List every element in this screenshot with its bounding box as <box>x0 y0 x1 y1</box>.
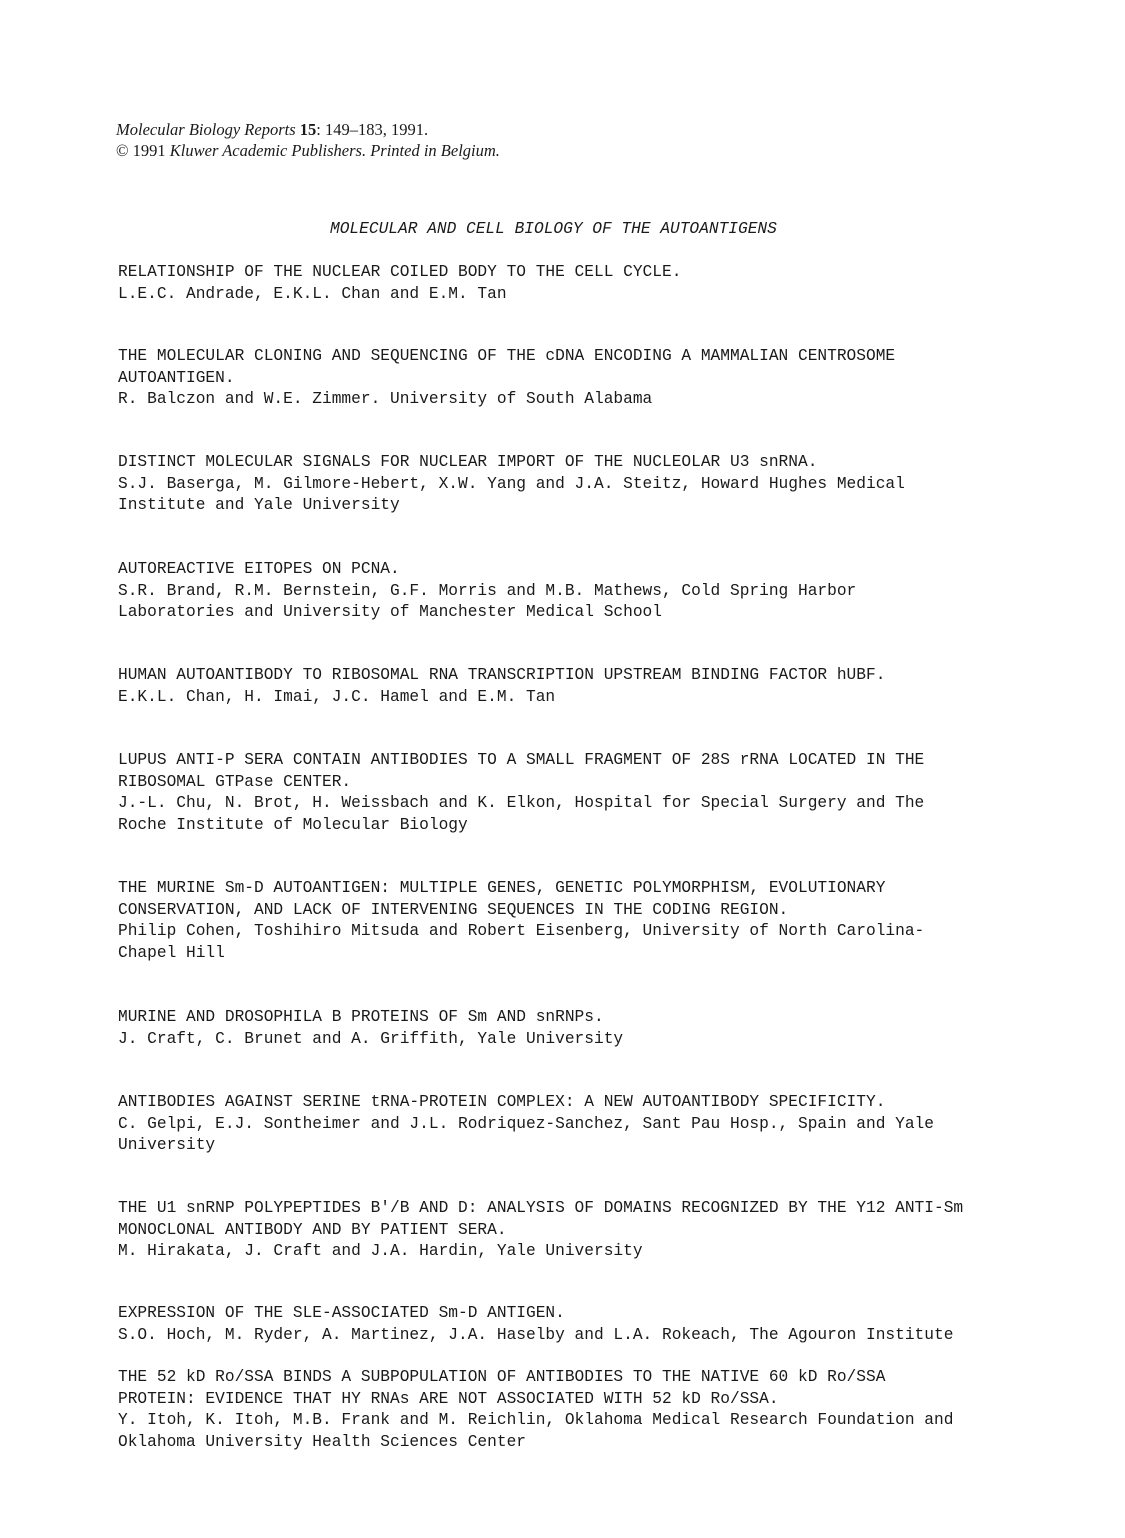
entry-title: RIBOSOMAL GTPase CENTER. <box>118 772 352 791</box>
abstract-entry <box>118 452 905 517</box>
entry-authors: S.R. Brand, R.M. Bernstein, G.F. Morris and M.B. Mathews, Cold Spring Harbor <box>118 581 857 600</box>
entry-title: LUPUS ANTI-P SERA CONTAIN ANTIBODIES TO A SMALL FRAGMENT OF 28S rRNA LOCATED IN THE <box>118 751 925 769</box>
abstract-entry <box>118 262 681 305</box>
copyright-line <box>116 140 500 161</box>
entry-authors: S.O. Hoch, M. Ryder, A. Martinez, J.A. Haselby and L.A. Rokeach, The Agouron Institute <box>118 1325 954 1344</box>
abstract-entry <box>118 1007 623 1050</box>
entry-authors: Institute and Yale University <box>118 496 400 514</box>
abstract-entry <box>118 1092 934 1157</box>
entry-authors: S.J. Baserga, M. Gilmore-Hebert, X.W. Yang and J.A. Steitz, Howard Hughes Medical <box>118 474 905 493</box>
abstract-entry <box>118 750 924 836</box>
journal-volume: 15 <box>299 120 317 139</box>
abstract-entry <box>118 1303 953 1346</box>
abstract-entry <box>118 346 895 411</box>
journal-header <box>116 119 500 161</box>
entry-title: DISTINCT MOLECULAR SIGNALS FOR NUCLEAR IMPORT OF THE NUCLEOLAR U3 snRNA. <box>118 453 818 471</box>
journal-pages-year: : 149–183, 1991. <box>316 120 429 139</box>
entry-title: AUTOREACTIVE EITOPES ON PCNA. <box>118 560 400 578</box>
entry-authors: L.E.C. Andrade, E.K.L. Chan and E.M. Tan <box>118 284 507 303</box>
section-title: MOLECULAR AND CELL BIOLOGY OF THE AUTOANTIGENS <box>330 220 777 238</box>
abstract-entry <box>118 1198 963 1263</box>
abstract-entry <box>118 559 856 624</box>
entry-authors: Laboratories and University of Manchester Medical School <box>118 603 662 621</box>
entry-title: THE 52 kD Ro/SSA BINDS A SUBPOPULATION OF ANTIBODIES TO THE NATIVE 60 kD Ro/SSA <box>118 1368 886 1386</box>
entry-title: THE MOLECULAR CLONING AND SEQUENCING OF THE cDNA ENCODING A MAMMALIAN CENTROSOME <box>118 347 896 365</box>
entry-authors: Chapel Hill <box>118 943 225 962</box>
entry-title: HUMAN AUTOANTIBODY TO RIBOSOMAL RNA TRANSCRIPTION UPSTREAM BINDING FACTOR hUBF. <box>118 666 886 684</box>
copyright-year: © 1991 <box>116 141 166 160</box>
entry-title: THE MURINE Sm-D AUTOANTIGEN: MULTIPLE GENES, GENETIC POLYMORPHISM, EVOLUTIONARY <box>118 879 886 897</box>
entry-title: PROTEIN: EVIDENCE THAT HY RNAs ARE NOT ASSOCIATED WITH 52 kD Ro/SSA. <box>118 1389 779 1408</box>
abstract-entry <box>118 1367 953 1453</box>
abstract-entry <box>118 878 924 964</box>
entry-title: EXPRESSION OF THE SLE-ASSOCIATED Sm-D ANTIGEN. <box>118 1304 565 1322</box>
entry-authors: M. Hirakata, J. Craft and J.A. Hardin, Yale University <box>118 1242 643 1260</box>
entry-authors: E.K.L. Chan, H. Imai, J.C. Hamel and E.M. Tan <box>118 687 556 706</box>
entry-title: ANTIBODIES AGAINST SERINE tRNA-PROTEIN COMPLEX: A NEW AUTOANTIBODY SPECIFICITY. <box>118 1093 886 1111</box>
abstract-entry <box>118 665 885 708</box>
journal-citation-line <box>116 119 500 140</box>
publisher-info: Kluwer Academic Publishers. Printed in Belgium. <box>169 141 500 160</box>
entry-title: MONOCLONAL ANTIBODY AND BY PATIENT SERA. <box>118 1220 507 1239</box>
entry-title: RELATIONSHIP OF THE NUCLEAR COILED BODY TO THE CELL CYCLE. <box>118 263 682 281</box>
entry-title: THE U1 snRNP POLYPEPTIDES B'/B AND D: ANALYSIS OF DOMAINS RECOGNIZED BY THE Y12 ANTI-Sm <box>118 1199 964 1217</box>
entry-title: CONSERVATION, AND LACK OF INTERVENING SEQUENCES IN THE CODING REGION. <box>118 900 789 919</box>
entry-authors: Oklahoma University Health Sciences Center <box>118 1432 526 1451</box>
entry-authors: J. Craft, C. Brunet and A. Griffith, Yale University <box>118 1029 624 1048</box>
entry-authors: C. Gelpi, E.J. Sontheimer and J.L. Rodriquez-Sanchez, Sant Pau Hosp., Spain and Yale <box>118 1114 934 1133</box>
entry-authors: Roche Institute of Molecular Biology <box>118 815 468 834</box>
entry-authors: R. Balczon and W.E. Zimmer. University of South Alabama <box>118 390 653 408</box>
entry-title: AUTOANTIGEN. <box>118 368 235 387</box>
entry-authors: Y. Itoh, K. Itoh, M.B. Frank and M. Reichlin, Oklahoma Medical Research Foundation and <box>118 1411 954 1429</box>
entry-authors: University <box>118 1136 216 1154</box>
entry-authors: J.-L. Chu, N. Brot, H. Weissbach and K. Elkon, Hospital for Special Surgery and The <box>118 794 925 812</box>
entry-authors: Philip Cohen, Toshihiro Mitsuda and Robert Eisenberg, University of North Carolina- <box>118 922 925 940</box>
entry-title: MURINE AND DROSOPHILA B PROTEINS OF Sm AND snRNPs. <box>118 1008 604 1026</box>
journal-name: Molecular Biology Reports <box>116 120 296 139</box>
